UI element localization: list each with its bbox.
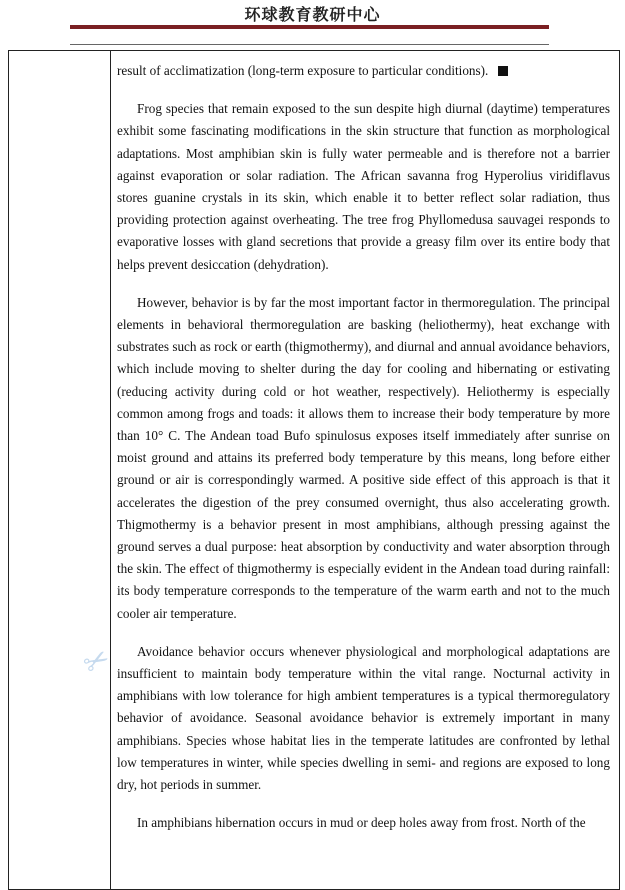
column-divider [110,50,111,890]
end-of-question-mark [498,66,508,76]
lead-paragraph [117,60,610,82]
header-rule-thick [70,25,549,29]
page-header-title: 环球教育教研中心 [244,5,381,24]
paragraph-4: In amphibians hibernation occurs in mud or deep holes away from frost. North of the [137,815,586,831]
document-body [117,60,610,851]
paragraph-3: Avoidance behavior occurs whenever physiological and morphological adaptations are insufficient to maintain body temperature within the vital range. Nocturnal activity in amphibians with low tolerance for high ambient temperatures is a typical thermoregulatory behavior of avoidance. Seasonal avoidance behavior is extremely important in many amphibians. Species whose habitat lies in the temperate latitudes are confronted by lethal low temperatures in winter, while species dwelling in semi- and regions are exposed to long dry, hot periods in summer. [117,643,610,793]
paragraph-1: Frog species that remain exposed to the sun despite high diurnal (daytime) temperatures exhibit some fascinating modifications in the skin structure that function as morphological adaptations. Most amphibian skin is fully water permeable and is therefore not a barrier against evaporation or solar radiation. The African savanna frog Hyperolius viridiflavus stores guanine crystals in its skin, which enable it to better reflect solar radiation, thus providing protection against overheating. The tree frog Phyllomedusa sauvagei responds to evaporative losses with gland secretions that provide a greasy film over its entire body that helps prevent desiccation (dehydration). [117,101,610,272]
paragraph-2: However, behavior is by far the most important factor in thermoregulation. The principal elements in behavioral thermoregulation are basking (heliothermy), heat exchange with substrates such as rock or earth (thigmothermy), and diurnal and annual avoidance behaviors, which include moving to shelter during the day for cooling and hibernating or estivating (reducing activity during cold or hot weather, respectively). Heliothermy is especially common among frogs and toads: it allows them to increase their body temperature by more than 10° C. The Andean toad Bufo spinulosus exposes itself immediately after sunrise on moist ground and attains its preferred body temperature by this means, long before either ground or air is correspondingly warmed. A positive side effect of this approach is that it accelerates the digestion of the prey consumed overnight, thus also accelerating growth. Thigmothermy is a behavior present in most amphibians, although pressing against the ground serves a dual purpose: heat absorption by conductivity and water absorption through the skin. The effect of thigmothermy is especially evident in the Andean toad during rainfall: its body temperature corresponds to the temperature of the warm earth and not to the much cooler air temperature. [117,294,610,621]
watermark-mark: ✂ [77,640,117,684]
lead-text: result of acclimatization (long-term exposure to particular conditions). [117,63,489,78]
header-rule-thin [70,44,549,45]
